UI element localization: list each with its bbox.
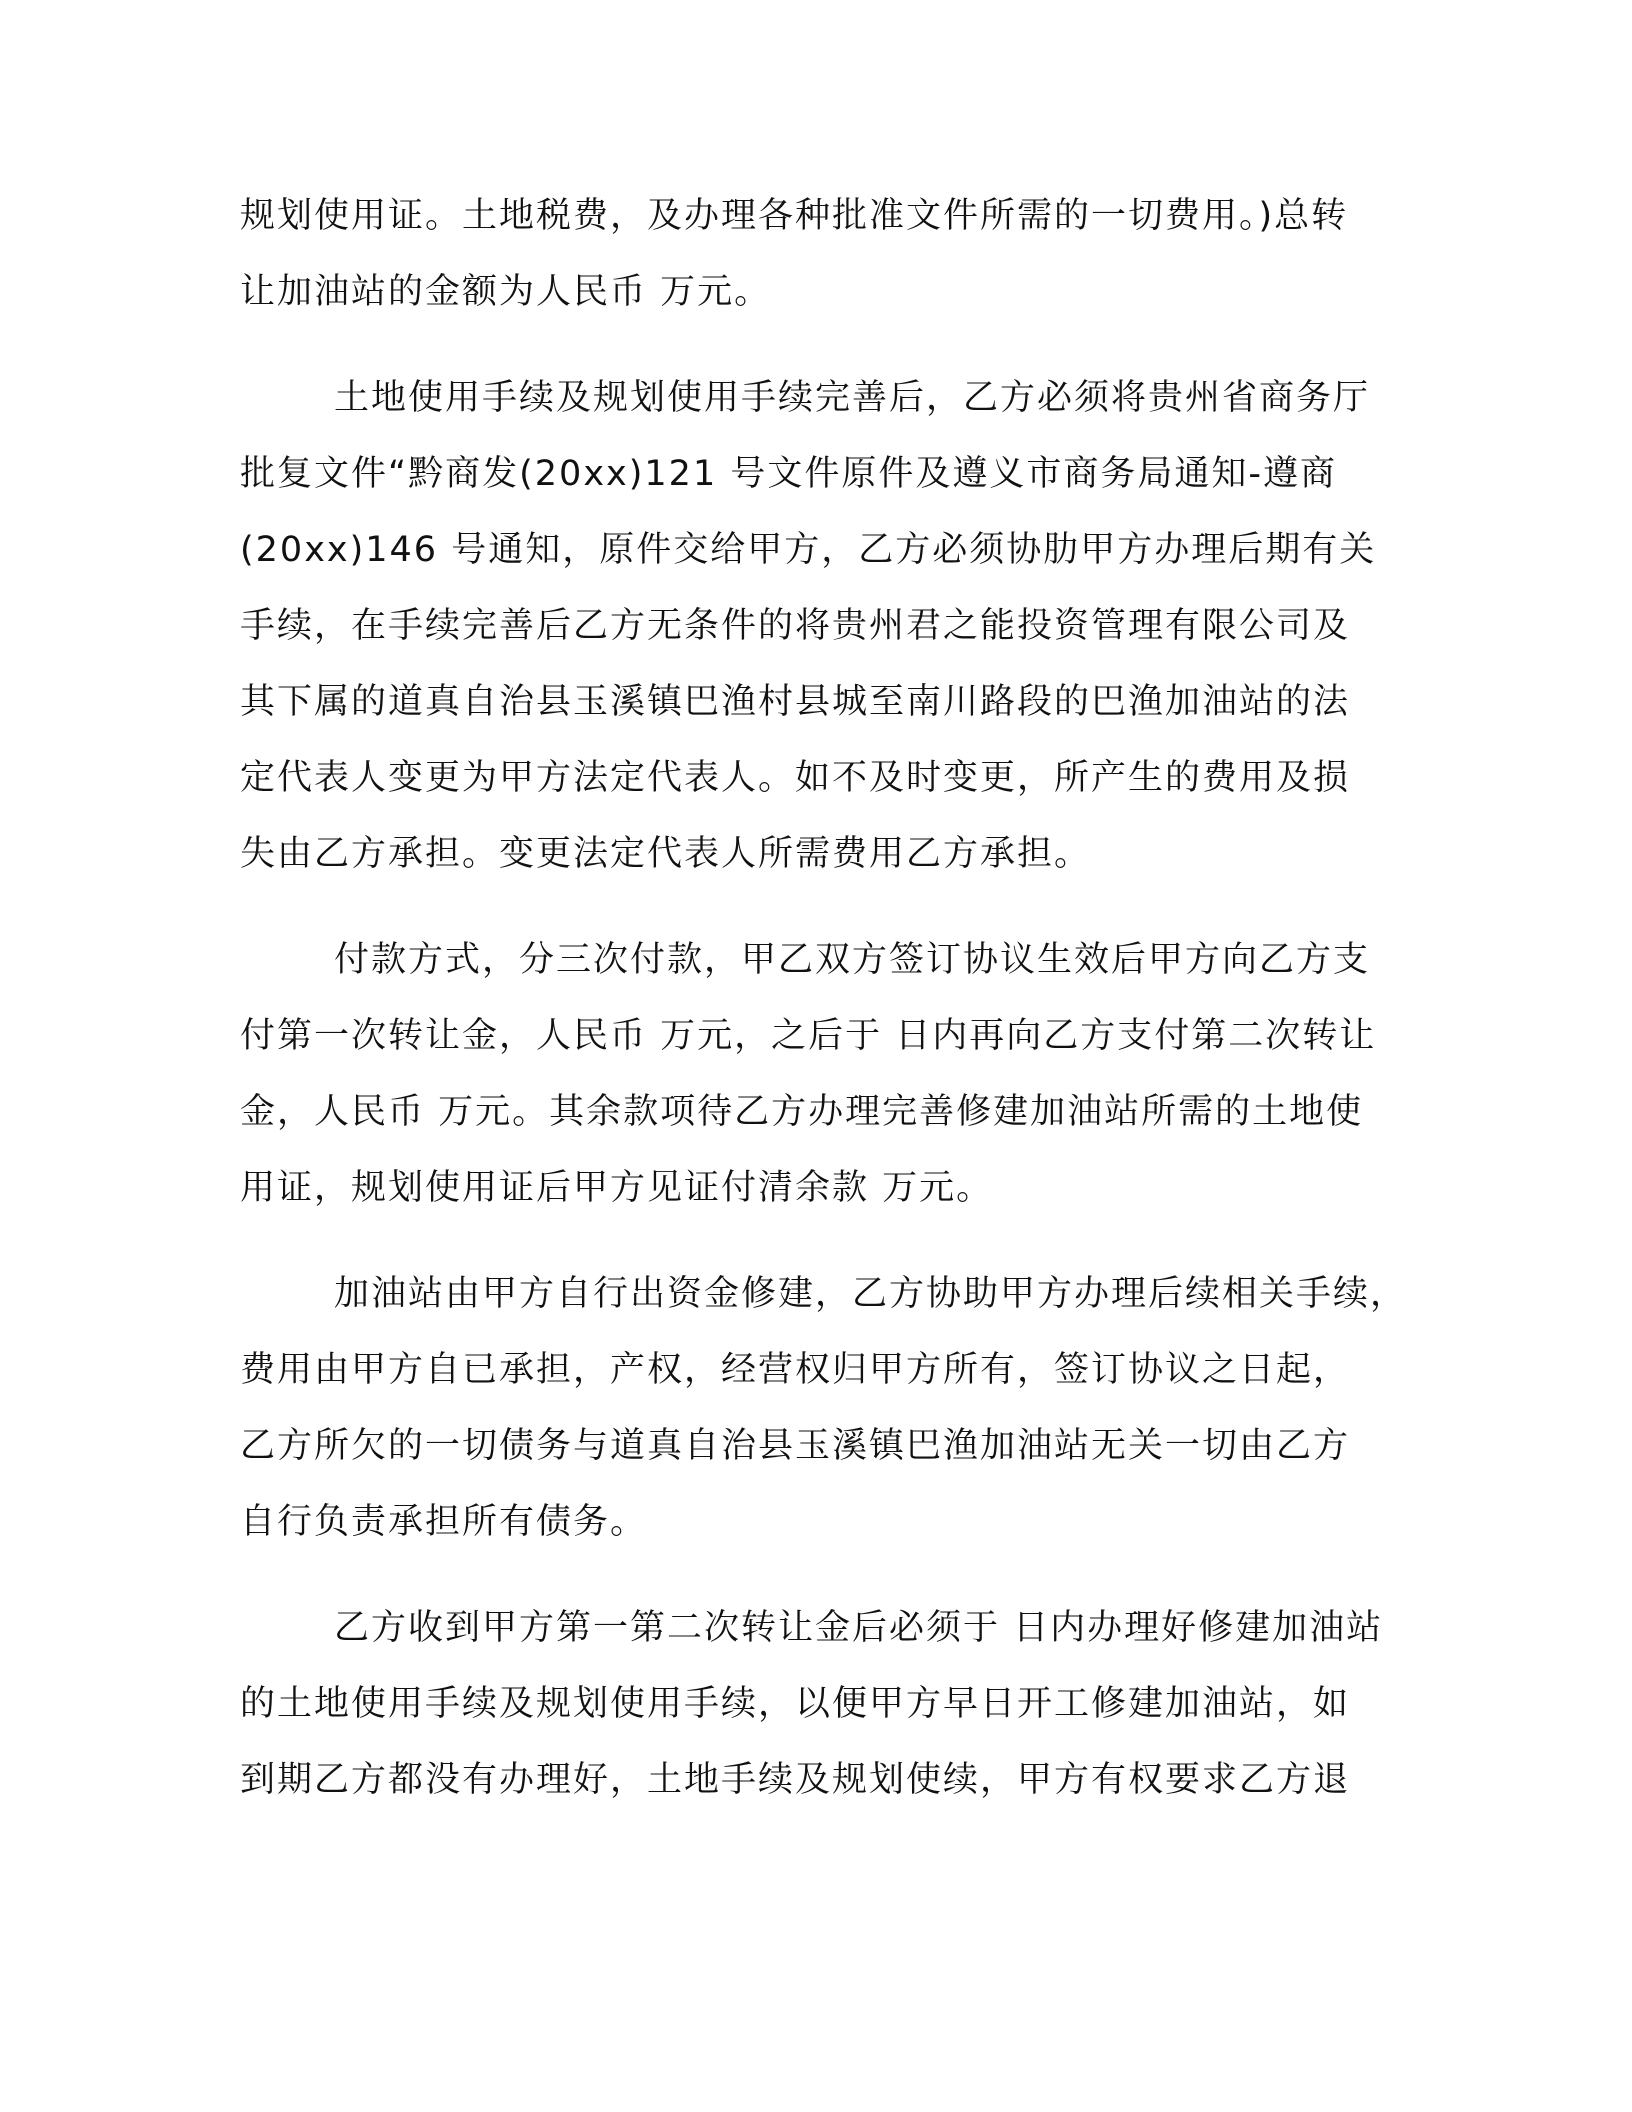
text-line: 其下属的道真自治县玉溪镇巴渔村县城至南川路段的巴渔加油站的法 — [240, 682, 1351, 722]
text-line: 规划使用证。土地税费，及办理各种批准文件所需的一切费用。)总转 — [240, 196, 1349, 236]
text-line: 用证，规划使用证后甲方见证付清余款 万元。 — [240, 1168, 994, 1208]
text-line: 土地使用手续及规划使用手续完善后，乙方必须将贵州省商务厅 — [334, 378, 1371, 418]
text-line: 自行负责承担所有债务。 — [240, 1502, 648, 1542]
paragraph-5 — [240, 1590, 1432, 1818]
paragraph-1 — [240, 178, 1432, 330]
paragraph-2 — [240, 360, 1432, 892]
text-line: 让加油站的金额为人民币 万元。 — [240, 272, 772, 312]
text-line: 失由乙方承担。变更法定代表人所需费用乙方承担。 — [240, 834, 1092, 874]
paragraph-3 — [240, 922, 1432, 1226]
text-line: 乙方所欠的一切债务与道真自治县玉溪镇巴渔加油站无关一切由乙方 — [240, 1426, 1351, 1466]
text-line: 加油站由甲方自行出资金修建，乙方协助甲方办理后续相关手续， — [334, 1274, 1408, 1314]
text-line: 定代表人变更为甲方法定代表人。如不及时变更，所产生的费用及损 — [240, 758, 1351, 798]
text-line: 付第一次转让金，人民币 万元，之后于 日内再向乙方支付第二次转让 — [240, 1016, 1377, 1056]
text-line: (20xx)146 号通知，原件交给甲方，乙方必须协肋甲方办理后期有关 — [240, 530, 1377, 570]
text-line: 到期乙方都没有办理好，土地手续及规划使续，甲方有权要求乙方退 — [240, 1760, 1351, 1800]
text-line: 手续，在手续完善后乙方无条件的将贵州君之能投资管理有限公司及 — [240, 606, 1351, 646]
paragraph-4 — [240, 1256, 1432, 1560]
text-line: 批复文件“黔商发(20xx)121 号文件原件及遵义市商务局通知-遵商 — [240, 454, 1337, 494]
text-line: 付款方式，分三次付款，甲乙双方签订协议生效后甲方向乙方支 — [334, 940, 1371, 980]
text-line: 乙方收到甲方第一第二次转让金后必须于 日内办理好修建加油站 — [334, 1608, 1384, 1648]
text-line: 金，人民币 万元。其余款项待乙方办理完善修建加油站所需的土地使 — [240, 1092, 1364, 1132]
text-line: 的土地使用手续及规划使用手续，以便甲方早日开工修建加油站，如 — [240, 1684, 1351, 1724]
text-line: 费用由甲方自已承担，产权，经营权归甲方所有，签订协议之日起， — [240, 1350, 1351, 1390]
